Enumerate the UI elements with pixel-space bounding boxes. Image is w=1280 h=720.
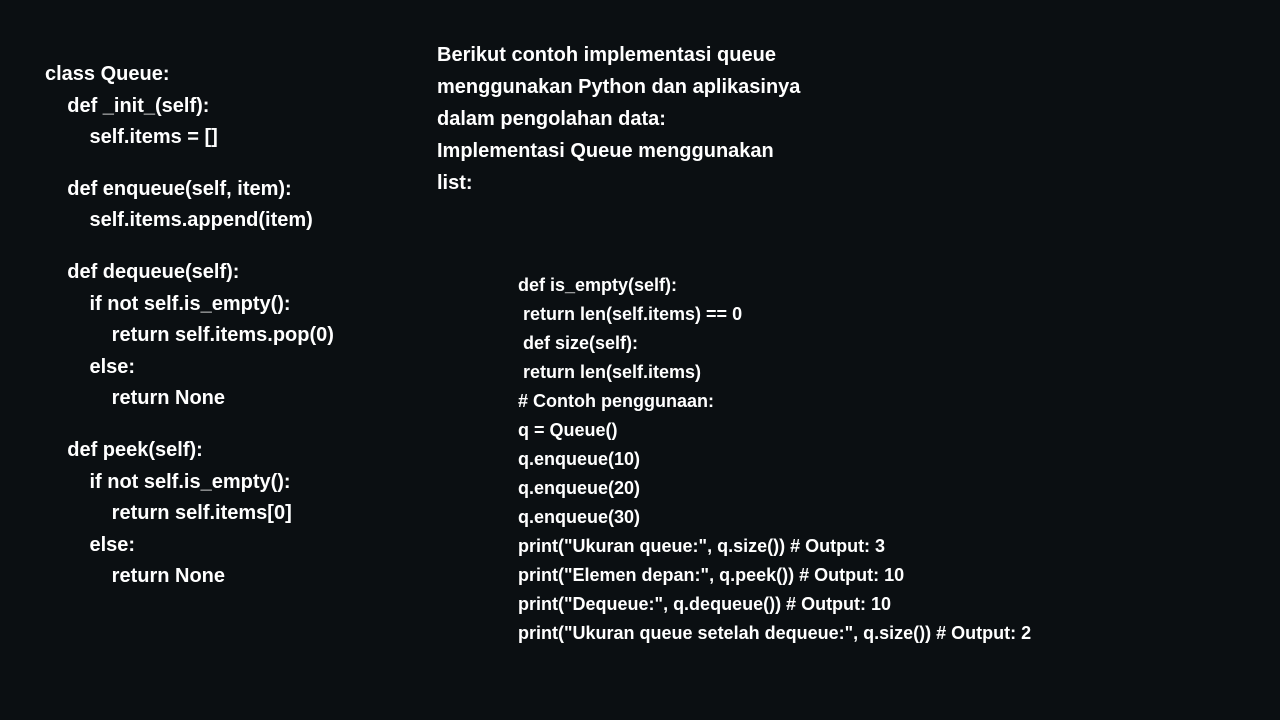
- text-line: def peek(self):: [45, 438, 203, 461]
- text-line: else:: [45, 533, 136, 556]
- text-line: def is_empty(self):: [518, 275, 678, 295]
- text-line: print("Dequeue:", q.dequeue()) # Output: 10: [518, 594, 892, 614]
- text-line: # Contoh penggunaan:: [518, 391, 714, 411]
- text-line: return len(self.items): [518, 362, 702, 382]
- text-line: [45, 415, 334, 435]
- intro-paragraph: [437, 39, 800, 199]
- text-line: return self.items.pop(0): [45, 324, 334, 347]
- text-line: def dequeue(self):: [45, 260, 240, 283]
- text-line: def size(self):: [518, 333, 639, 353]
- text-line: q.enqueue(30): [518, 507, 641, 527]
- text-line: [45, 237, 334, 257]
- text-line: q = Queue(): [518, 420, 618, 440]
- text-line: return None: [45, 565, 226, 588]
- text-line: print("Ukuran queue setelah dequeue:", q.size()) # Output: 2: [518, 623, 1032, 643]
- queue-class-code: [45, 59, 334, 593]
- text-line: q.enqueue(20): [518, 478, 641, 498]
- text-line: [45, 154, 334, 174]
- text-line: if not self.is_empty():: [45, 470, 291, 493]
- text-line: self.items.append(item): [45, 209, 313, 232]
- text-line: Implementasi Queue menggunakan: [437, 140, 774, 162]
- text-line: class Queue:: [45, 63, 170, 85]
- text-line: self.items = []: [45, 126, 218, 149]
- text-line: else:: [45, 355, 136, 378]
- text-line: menggunakan Python dan aplikasinya: [437, 76, 801, 98]
- text-line: def _init_(self):: [45, 94, 210, 117]
- text-line: print("Ukuran queue:", q.size()) # Output: 3: [518, 536, 886, 556]
- text-line: return len(self.items) == 0: [518, 304, 743, 324]
- text-line: return self.items[0]: [45, 502, 292, 525]
- text-line: def enqueue(self, item):: [45, 177, 292, 200]
- text-line: list:: [437, 172, 473, 194]
- text-line: return None: [45, 387, 226, 410]
- text-line: if not self.is_empty():: [45, 292, 291, 315]
- usage-code: [518, 271, 1031, 648]
- text-line: q.enqueue(10): [518, 449, 641, 469]
- text-line: Berikut contoh implementasi queue: [437, 44, 776, 66]
- text-line: dalam pengolahan data:: [437, 108, 666, 130]
- text-line: print("Elemen depan:", q.peek()) # Output: 10: [518, 565, 905, 585]
